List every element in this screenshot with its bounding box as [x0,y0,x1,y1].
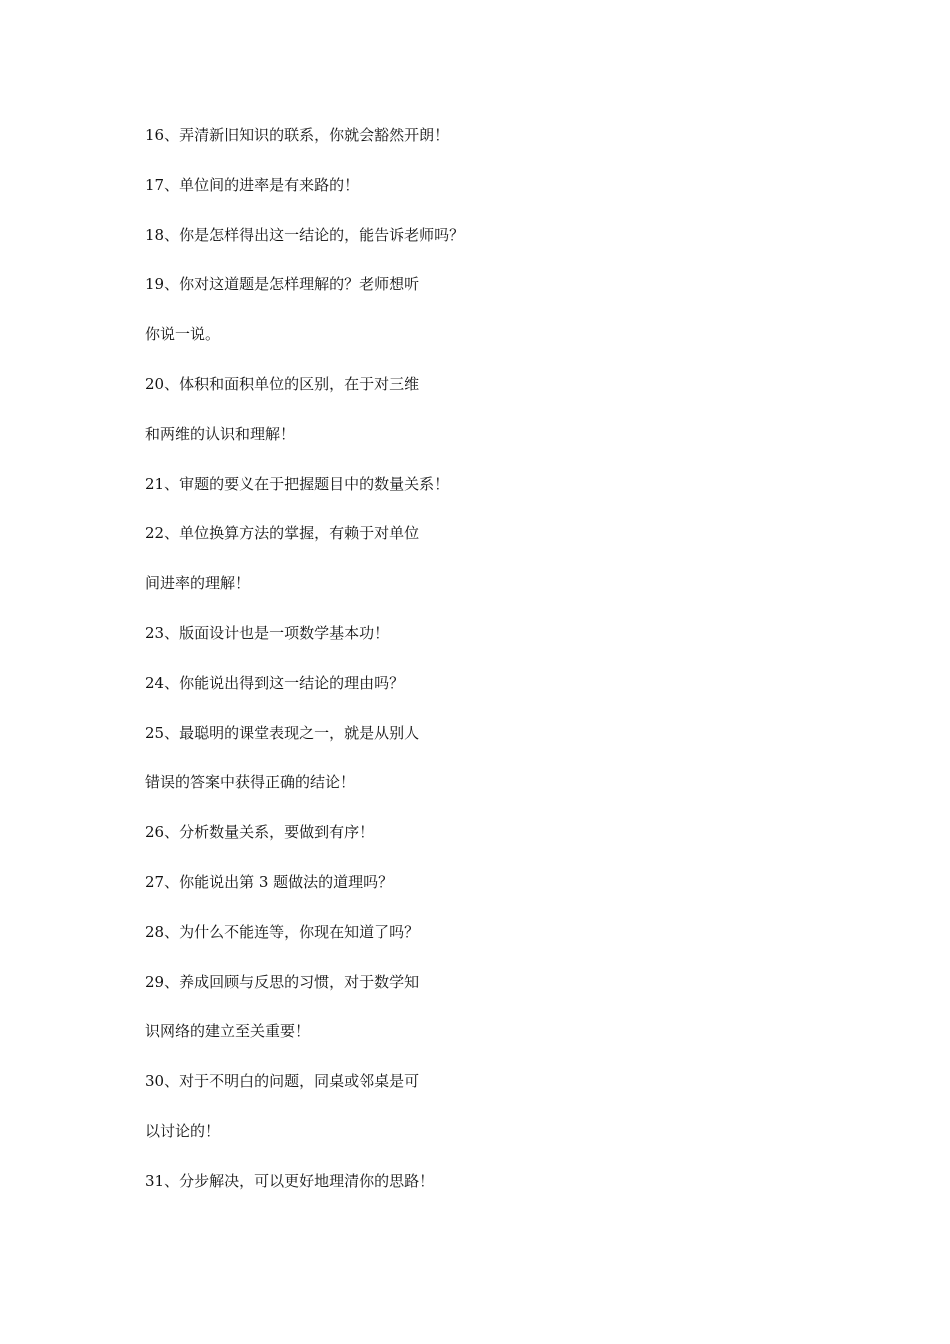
text-line: 17、单位间的进率是有来路的！ [145,175,360,194]
text-line: 识网络的建立至关重要！ [145,1022,311,1041]
text-line: 29、养成回顾与反思的习惯，对于数学知 [145,972,420,991]
text-line: 错误的答案中获得正确的结论！ [145,773,356,792]
text-line: 18、你是怎样得出这一结论的，能告诉老师吗？ [145,225,465,244]
text-line: 你说一说。 [145,325,221,344]
text-line: 19、你对这道题是怎样理解的？老师想听 [145,275,420,294]
text-line: 25、最聪明的课堂表现之一，就是从别人 [145,723,420,742]
text-line: 24、你能说出得到这一结论的理由吗？ [145,673,405,692]
text-line: 22、单位换算方法的掌握，有赖于对单位 [145,524,420,543]
text-line: 26、分析数量关系，要做到有序！ [145,823,375,842]
text-line: 30、对于不明白的问题，同桌或邻桌是可 [145,1072,420,1091]
comment-list [145,120,845,1216]
text-line: 20、体积和面积单位的区别，在于对三维 [145,374,420,393]
text-line: 和两维的认识和理解！ [145,424,296,443]
text-line: 27、你能说出第 3 题做法的道理吗？ [145,872,394,891]
text-line: 16、弄清新旧知识的联系，你就会豁然开朗！ [145,126,450,144]
text-line: 以讨论的！ [145,1121,221,1140]
text-line: 23、版面设计也是一项数学基本功！ [145,623,390,642]
text-line: 28、为什么不能连等，你现在知道了吗？ [145,922,420,941]
text-line: 间进率的理解！ [145,574,251,593]
text-line: 21、审题的要义在于把握题目中的数量关系！ [145,474,450,493]
text-line: 31、分步解决，可以更好地理清你的思路！ [145,1171,435,1190]
